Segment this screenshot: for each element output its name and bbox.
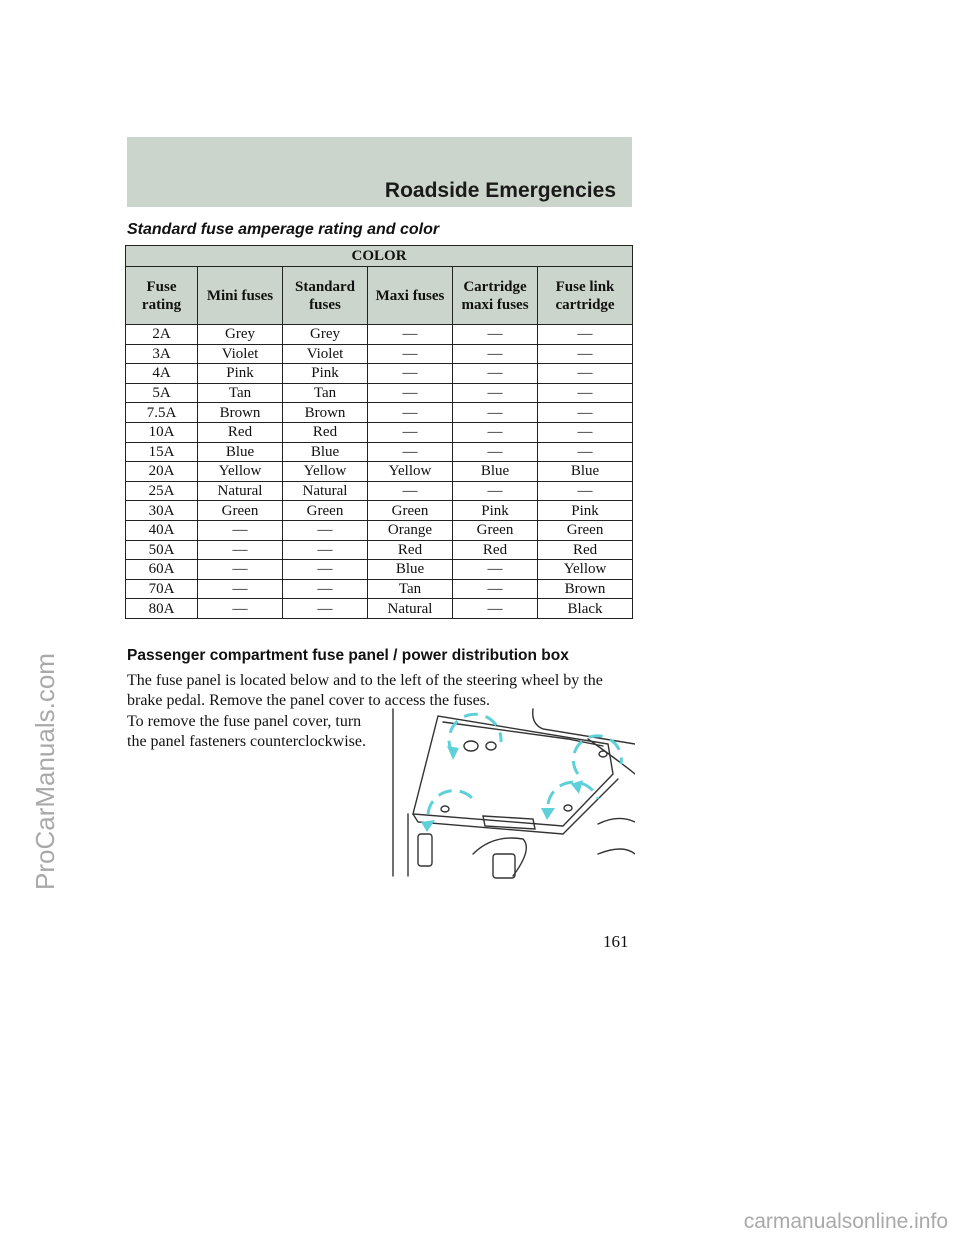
table-cell: — — [283, 540, 368, 560]
table-cell: Green — [453, 520, 538, 540]
table-cell: Yellow — [368, 462, 453, 482]
table-cell: — — [283, 520, 368, 540]
table-cell: Natural — [283, 481, 368, 501]
table-cell: — — [453, 422, 538, 442]
table-cell: 25A — [126, 481, 198, 501]
table-cell: Pink — [283, 364, 368, 384]
table-cell: Pink — [538, 501, 633, 521]
table-cell: Blue — [453, 462, 538, 482]
table-cell: — — [368, 344, 453, 364]
table-cell: Red — [538, 540, 633, 560]
table-cell: 7.5A — [126, 403, 198, 423]
fastener-top-center — [486, 742, 496, 750]
table-cell: Black — [538, 599, 633, 619]
table-cell: Brown — [198, 403, 283, 423]
table-cell: 15A — [126, 442, 198, 462]
table-cell: 80A — [126, 599, 198, 619]
table-cell: — — [368, 481, 453, 501]
watermark-bottom[interactable]: carmanualsonline.info — [743, 1210, 948, 1233]
table-cell: — — [368, 403, 453, 423]
panel-cover-outline — [413, 716, 613, 826]
table-cell: — — [198, 540, 283, 560]
table-cell: — — [538, 325, 633, 345]
table-cell: 20A — [126, 462, 198, 482]
table-caption: Standard fuse amperage rating and color — [127, 221, 440, 238]
column-header: Standard fuses — [283, 267, 368, 325]
table-cell: — — [368, 383, 453, 403]
column-header: Maxi fuses — [368, 267, 453, 325]
pedal-curve — [473, 838, 526, 876]
arrowhead-top-left-icon — [447, 746, 459, 760]
table-cell: Natural — [198, 481, 283, 501]
table-cell: 60A — [126, 560, 198, 580]
section-heading: Passenger compartment fuse panel / power distribution box — [127, 647, 569, 664]
table-cell: — — [283, 579, 368, 599]
table-cell: — — [368, 325, 453, 345]
table-cell: Brown — [538, 579, 633, 599]
table-row — [126, 344, 633, 364]
table-cell: — — [453, 481, 538, 501]
arrowhead-bottom-right-icon — [541, 808, 555, 820]
table-cell: Orange — [368, 520, 453, 540]
table-row — [126, 579, 633, 599]
table-row — [126, 599, 633, 619]
table-cell: Tan — [198, 383, 283, 403]
table-cell: Green — [198, 501, 283, 521]
table-cell: — — [368, 364, 453, 384]
table-cell: 5A — [126, 383, 198, 403]
table-cell: — — [368, 422, 453, 442]
table-cell: Blue — [368, 560, 453, 580]
table-cell: — — [538, 364, 633, 384]
table-cell: 40A — [126, 520, 198, 540]
table-cell: Pink — [198, 364, 283, 384]
table-cell: Pink — [453, 501, 538, 521]
table-cell: Blue — [538, 462, 633, 482]
table-cell: — — [453, 325, 538, 345]
table-cell: Brown — [283, 403, 368, 423]
fastener-bottom-left — [441, 806, 449, 812]
table-cell: — — [538, 383, 633, 403]
table-cell: — — [453, 344, 538, 364]
table-row — [126, 383, 633, 403]
dash-curve-bottom — [598, 849, 635, 854]
table-cell: Red — [453, 540, 538, 560]
table-cell: — — [453, 383, 538, 403]
fuse-panel-illustration — [383, 704, 635, 880]
color-group-header: COLOR — [126, 246, 633, 267]
table-cell: — — [538, 344, 633, 364]
table-cell: 30A — [126, 501, 198, 521]
table-cell: — — [368, 442, 453, 462]
table-cell: — — [198, 520, 283, 540]
table-cell: — — [453, 579, 538, 599]
table-cell: — — [453, 599, 538, 619]
table-cell: Grey — [283, 325, 368, 345]
table-cell: 70A — [126, 579, 198, 599]
table-cell: Tan — [283, 383, 368, 403]
table-cell: Green — [283, 501, 368, 521]
table-row — [126, 560, 633, 580]
table-cell: — — [453, 403, 538, 423]
table-cell: 4A — [126, 364, 198, 384]
table-cell: — — [283, 560, 368, 580]
table-cell: 50A — [126, 540, 198, 560]
column-header: Mini fuses — [198, 267, 283, 325]
table-cell: — — [453, 560, 538, 580]
fastener-bottom-right — [564, 805, 572, 811]
table-row — [126, 462, 633, 482]
table-cell: Violet — [198, 344, 283, 364]
page-number: 161 — [603, 932, 629, 951]
table-cell: Violet — [283, 344, 368, 364]
pedal-bracket — [418, 834, 432, 866]
table-row — [126, 364, 633, 384]
table-cell: Tan — [368, 579, 453, 599]
fastener-top-left — [464, 741, 478, 751]
table-cell: — — [453, 364, 538, 384]
column-header: Fuse link cartridge — [538, 267, 633, 325]
table-cell: — — [198, 599, 283, 619]
column-header: Cartridge maxi fuses — [453, 267, 538, 325]
table-cell: Red — [283, 422, 368, 442]
brake-pedal — [493, 854, 515, 878]
table-cell: 3A — [126, 344, 198, 364]
table-cell: 10A — [126, 422, 198, 442]
paragraph-remove-cover: To remove the fuse panel cover, turn the panel fasteners counterclockwise. — [127, 713, 367, 750]
table-cell: — — [538, 481, 633, 501]
table-row — [126, 501, 633, 521]
table-row — [126, 442, 633, 462]
paragraph-location: The fuse panel is located below and to the left of the steering wheel by the brake pedal. Remove the panel cover to access the fuses. — [127, 672, 603, 709]
table-cell: Blue — [198, 442, 283, 462]
column-header: Fuse rating — [126, 267, 198, 325]
table-cell: Natural — [368, 599, 453, 619]
table-cell: — — [453, 442, 538, 462]
table-row — [126, 403, 633, 423]
table-row — [126, 540, 633, 560]
table-row — [126, 422, 633, 442]
header-band — [127, 137, 632, 207]
table-row — [126, 325, 633, 345]
table-cell: Green — [538, 520, 633, 540]
table-cell: — — [538, 422, 633, 442]
dash-curve-top — [533, 709, 635, 744]
table-cell: — — [283, 599, 368, 619]
table-row — [126, 481, 633, 501]
table-cell: — — [198, 560, 283, 580]
table-cell: Yellow — [283, 462, 368, 482]
table-cell: Red — [368, 540, 453, 560]
table-cell: — — [538, 403, 633, 423]
table-cell: — — [538, 442, 633, 462]
table-cell: 2A — [126, 325, 198, 345]
fastener-top-right — [599, 751, 607, 757]
table-cell: Grey — [198, 325, 283, 345]
table-cell: Blue — [283, 442, 368, 462]
arrowhead-bottom-left-icon — [421, 820, 435, 832]
table-cell: — — [198, 579, 283, 599]
table-cell: Green — [368, 501, 453, 521]
table-cell: Red — [198, 422, 283, 442]
rotation-arrow-bottom-left — [428, 791, 473, 814]
watermark-side[interactable]: ProCarManuals.com — [30, 653, 60, 890]
fuse-color-table — [125, 245, 633, 619]
dash-curve-lower — [598, 818, 635, 824]
section-title: Roadside Emergencies — [384, 179, 616, 202]
table-cell: Yellow — [198, 462, 283, 482]
table-row — [126, 520, 633, 540]
table-cell: Yellow — [538, 560, 633, 580]
